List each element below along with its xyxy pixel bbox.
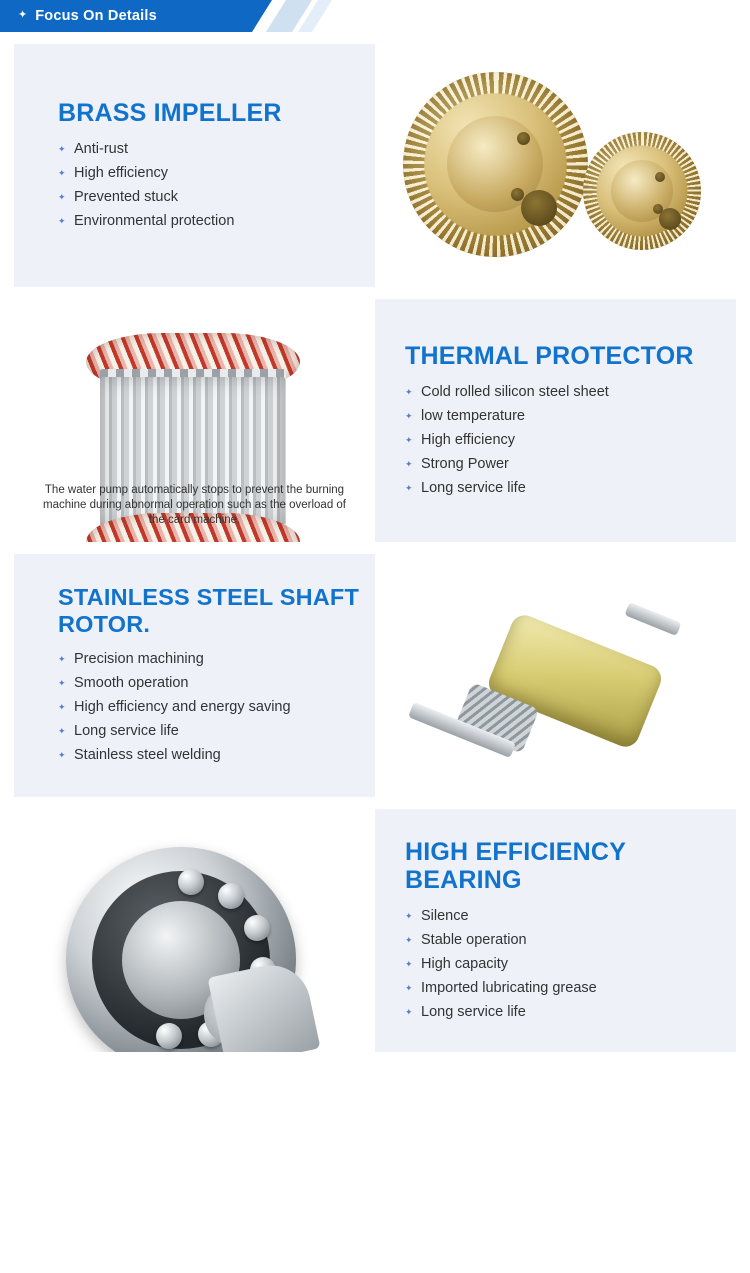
diamond-bullet-icon: ✦ [18,8,28,21]
bearing-ball [156,1023,182,1049]
list-item: ✦ Long service life [58,719,375,743]
list-item: ✦ Smooth operation [58,671,375,695]
stator-core-photo [14,299,375,542]
page-title: Focus On Details [35,8,157,24]
list-item: ✦ Cold rolled silicon steel sheet [405,380,736,404]
ball-bearing-photo [14,809,375,1052]
header-content [0,8,157,24]
list-item: ✦ Silence [405,904,736,928]
impeller-small-hole-a [655,172,665,182]
feature-caption: The water pump automatically stops to prevent the burning machine during abnormal operation such as the overload of the card machine. [42,484,347,526]
feature-title: BRASS IMPELLER [58,98,282,127]
feature-title: STAINLESS STEEL SHAFT ROTOR. [58,584,360,637]
list-item: ✦ Long service life [405,1000,736,1024]
list-item: ✦ Precision machining [58,647,375,671]
bearing-ball [218,883,244,909]
impeller-small-hub [611,160,673,222]
bearing-ball [178,869,204,895]
feature-list [405,380,736,500]
impeller-artwork [375,44,736,287]
brass-impeller-photo [375,44,736,287]
impeller-large [403,72,588,257]
list-item: ✦ Prevented stuck [58,185,375,209]
bearing-ball [244,915,270,941]
feature-list [58,647,375,767]
impeller-small-hole-b [653,204,663,214]
impeller-large-hub [447,116,543,212]
bearing-artwork [14,809,375,1052]
rotor-shaft-rear [624,602,681,636]
impeller-large-hole-a [517,132,530,145]
feature-block-bearing [14,809,736,1052]
list-item: ✦ low temperature [405,404,736,428]
list-item: ✦ Stainless steel welding [58,743,375,767]
feature-block-shaft-rotor [14,554,736,797]
feature-text-pane [14,44,375,287]
feature-title: THERMAL PROTECTOR [405,341,694,370]
list-item: ✦ High capacity [405,952,736,976]
feature-title: HIGH EFFICIENCY BEARING [405,837,626,894]
impeller-large-bore [521,190,557,226]
feature-block-brass-impeller [14,44,736,287]
shaft-rotor-photo [375,554,736,797]
feature-text-pane [375,809,736,1052]
rotor-artwork [375,554,736,797]
list-item: ✦ Imported lubricating grease [405,976,736,1000]
list-item: ✦ Stable operation [405,928,736,952]
impeller-small [583,132,701,250]
list-item: ✦ High efficiency [405,428,736,452]
feature-list [405,904,736,1024]
feature-text-pane [375,299,736,542]
bearing-outer-ring [66,847,296,1052]
list-item: ✦ Anti-rust [58,137,375,161]
list-item: ✦ High efficiency [58,161,375,185]
feature-block-thermal-protector [14,299,736,542]
impeller-large-hole-b [511,188,524,201]
list-item: ✦ High efficiency and energy saving [58,695,375,719]
list-item: ✦ Long service life [405,476,736,500]
list-item: ✦ Environmental protection [58,209,375,233]
feature-text-pane [14,554,375,797]
section-header-bar [0,0,750,32]
list-item: ✦ Strong Power [405,452,736,476]
feature-list [58,137,375,233]
